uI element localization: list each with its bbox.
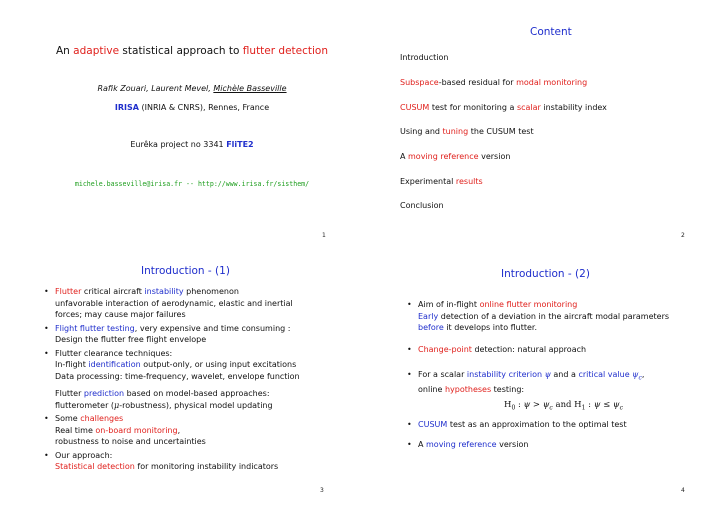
text-run: Flutter <box>55 287 82 296</box>
bullet-dot: • <box>44 348 49 358</box>
text-run: results <box>455 177 483 186</box>
slide-1 <box>0 0 360 254</box>
toc-item <box>400 177 483 186</box>
text-run: Flutter clearance techniques: <box>55 348 173 358</box>
text-run: challenges <box>80 414 124 423</box>
text-run: Real time <box>55 425 96 435</box>
bullet-item <box>407 369 720 396</box>
text-run: instability criterion <box>466 370 543 379</box>
slide-2 <box>360 0 720 254</box>
text-run: Data processing: time-frequency, wavelet, envelope function <box>55 371 300 381</box>
slide4-bullets <box>407 299 720 450</box>
text-run: Introduction <box>400 53 449 62</box>
toc-item <box>400 152 510 161</box>
text-run: Conclusion <box>400 201 444 210</box>
text-run: critical value <box>578 370 630 379</box>
bullet-item <box>407 299 720 334</box>
text-run: Some <box>55 414 81 423</box>
text-run: critical aircraft <box>81 287 145 296</box>
bullet-dot: • <box>407 300 412 309</box>
text-run: A <box>418 439 427 449</box>
text-run: μ <box>114 400 120 410</box>
text-run: moving reference <box>408 152 479 161</box>
text-run: forces; may cause major failures <box>55 310 186 319</box>
bullet-line <box>418 344 720 356</box>
text-run: modal monitoring <box>516 78 588 87</box>
text-run: , very expensive and time consuming : <box>134 323 291 333</box>
text-run: -robustness), physical model updating <box>119 400 273 410</box>
text-run: unfavorable interaction of aerodynamic, elastic and inertial <box>55 298 293 308</box>
text-run: Flight flutter testing <box>55 323 135 333</box>
text-run: for monitoring instability indicators <box>134 462 279 471</box>
bullet-line <box>55 298 360 310</box>
project-name: FliTE2 <box>226 140 254 149</box>
text-run: on-board monitoring <box>95 425 178 435</box>
institution <box>0 103 360 112</box>
title-part-flutter-detection: flutter detection <box>242 45 329 57</box>
title-part-adaptive: adaptive <box>73 45 120 57</box>
bullet-line <box>55 286 360 298</box>
text-run: Using and <box>400 127 443 136</box>
text-run: online flutter monitoring <box>479 300 578 309</box>
bullet-line <box>55 371 360 383</box>
authors <box>0 84 360 93</box>
bullet-line <box>55 359 360 371</box>
bullet-item <box>44 348 360 412</box>
bullet-dot: • <box>407 370 412 379</box>
toc-item <box>400 201 444 210</box>
text-run: Early <box>418 311 439 321</box>
text-run: instability <box>144 287 184 296</box>
text-run: prediction <box>83 389 125 398</box>
project-text: Eurêka project no 3341 <box>130 140 227 149</box>
bullet-line <box>55 323 360 335</box>
text-run: Flutter <box>55 389 84 398</box>
text-run: identification <box>88 360 141 369</box>
bullet-line <box>55 450 360 462</box>
text-run: test for monitoring a <box>429 103 517 112</box>
text-run: based on model-based approaches: <box>124 389 270 398</box>
bullet-line <box>55 436 360 448</box>
text-run: the CUSUM test <box>468 127 534 136</box>
bullet-dot: • <box>44 450 49 460</box>
text-run: instability index <box>540 103 607 112</box>
bullet-line <box>418 299 720 311</box>
bullet-dot: • <box>407 420 412 430</box>
text-run: flutterometer ( <box>55 400 115 410</box>
title-part: An <box>55 45 74 57</box>
page-number: 3 <box>320 487 324 494</box>
text-run: Aim of in-flight <box>418 300 480 309</box>
text-run: CUSUM <box>400 103 430 112</box>
project <box>0 140 360 149</box>
toc-item <box>400 103 607 112</box>
text-run: , <box>177 425 181 435</box>
contact-line[interactable]: michele.basseville@irisa.fr -- http://www.irisa.fr/sisthem/ <box>74 180 310 188</box>
text-run: detection of a deviation in the aircraft modal parameters <box>438 311 670 321</box>
slide1-title <box>0 45 360 57</box>
text-run: moving reference <box>426 439 497 449</box>
text-run: tuning <box>442 127 469 136</box>
bullet-line <box>55 425 360 437</box>
bullet-item <box>44 286 360 321</box>
text-run: it develops into flutter. <box>443 323 538 332</box>
page-number: 1 <box>322 232 326 239</box>
bullet-item <box>44 413 360 448</box>
authors-list: Rafik Zouari, Laurent Mevel, <box>97 84 214 93</box>
bullet-item <box>407 344 720 356</box>
text-run: ψ <box>542 370 551 379</box>
text-run: and a <box>550 370 579 379</box>
bullet-line <box>55 400 360 412</box>
toc-item <box>400 127 534 136</box>
bullet-line <box>55 309 360 321</box>
text-run: c <box>638 374 642 382</box>
text-run: Our approach: <box>55 450 113 460</box>
bullet-line <box>418 311 720 323</box>
bullet-dot: • <box>44 414 49 423</box>
text-run: phenomenon <box>183 287 239 296</box>
text-run: detection: natural approach <box>471 344 587 354</box>
bullet-dot: • <box>44 287 49 296</box>
toc-item <box>400 78 587 87</box>
slide4-title: Introduction - (2) <box>501 268 590 280</box>
text-run: testing: <box>491 385 525 395</box>
text-run: version <box>478 152 511 161</box>
bullet-line <box>55 334 360 346</box>
text-run: hypotheses <box>444 385 492 395</box>
text-run: CUSUM <box>418 420 448 430</box>
bullet-line <box>55 413 360 425</box>
bullet-line <box>418 384 720 396</box>
text-run: Design the flutter free flight envelope <box>55 335 207 344</box>
title-part: statistical approach to <box>119 45 243 57</box>
text-run: output-only, or using input excitations <box>140 360 297 369</box>
text-run: test as an approximation to the optimal test <box>447 420 627 430</box>
institution-name: IRISA <box>114 103 139 112</box>
text-run: Statistical detection <box>55 462 135 471</box>
text-run: In-flight <box>55 360 89 369</box>
text-run: -based residual for <box>438 78 517 87</box>
slide3-title: Introduction - (1) <box>141 265 230 277</box>
bullet-line <box>418 419 720 431</box>
bullet-line <box>55 461 360 473</box>
bullet-item <box>407 419 720 431</box>
bullet-line <box>418 369 720 384</box>
toc-item <box>400 53 448 62</box>
text-run: A <box>400 152 409 161</box>
bullet-line <box>55 388 360 400</box>
text-run: ψ <box>629 370 639 379</box>
text-run: Change-point <box>418 344 472 354</box>
bullet-item <box>44 323 360 346</box>
bullet-line <box>418 439 720 451</box>
text-run: before <box>418 323 444 332</box>
bullet-item <box>407 439 720 451</box>
text-run: robustness to noise and uncertainties <box>55 437 206 446</box>
text-run: scalar <box>516 103 541 112</box>
author-underlined: Michèle Basseville <box>213 84 287 93</box>
page-number: 4 <box>681 487 685 494</box>
bullet-dot: • <box>44 323 49 333</box>
institution-details: (INRIA & CNRS), Rennes, France <box>138 103 270 112</box>
bullet-item <box>44 450 360 473</box>
slide-3 <box>0 255 360 509</box>
text-run: online <box>418 385 445 395</box>
text-run: Experimental <box>400 177 456 186</box>
text-run: For a scalar <box>418 370 467 379</box>
slide-4 <box>360 255 720 509</box>
bullet-dot: • <box>407 344 412 354</box>
bullet-line <box>55 348 360 360</box>
slide2-title: Content <box>530 26 572 38</box>
page-number: 2 <box>681 232 685 239</box>
text-run: Subspace <box>400 78 439 87</box>
bullet-line <box>418 322 720 334</box>
bullet-dot: • <box>407 439 412 449</box>
hypothesis-formula: $H_0$ : $\psi > \psi_c$ and $H_1$ : $\psi \le \psi_c$ <box>504 399 623 412</box>
text-run: , <box>641 370 645 379</box>
slide3-bullets <box>44 286 360 473</box>
text-run: version <box>496 439 529 449</box>
